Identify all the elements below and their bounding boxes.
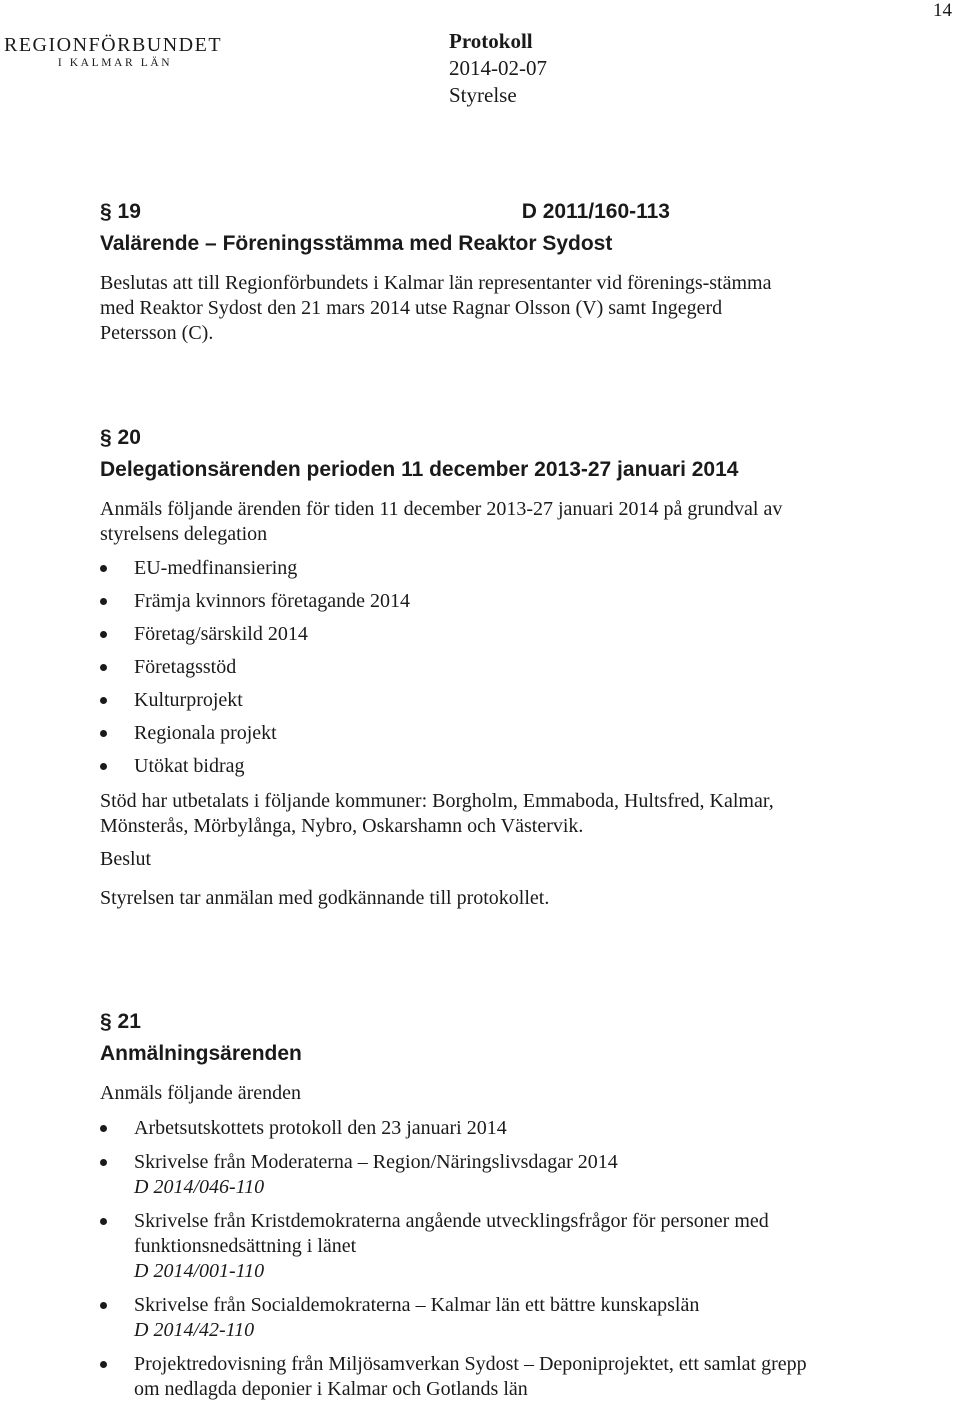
- logo-main-text: REGIONFÖRBUNDET: [4, 34, 223, 56]
- list-item: [100, 1209, 820, 1284]
- regionforbundet-logo: [4, 34, 226, 70]
- list-item: Regionala projekt: [100, 721, 920, 746]
- list-item: Företag/särskild 2014: [100, 622, 920, 647]
- list-item: Utökat bidrag: [100, 754, 920, 779]
- list-item-text: Skrivelse från Moderaterna – Region/Näringslivsdagar 2014: [134, 1151, 618, 1173]
- list-item: [100, 1352, 820, 1402]
- section-intro: Anmäls följande ärenden: [100, 1082, 302, 1104]
- list-item: [100, 1116, 820, 1141]
- list-item-text: Skrivelse från Socialdemokraterna – Kalmar län ett bättre kunskapslän: [134, 1294, 700, 1316]
- page-number: 14: [933, 0, 952, 21]
- list-item: Främja kvinnors företagande 2014: [100, 589, 920, 614]
- decision-label: Beslut: [100, 848, 152, 870]
- list-item-text: Projektredovisning från Miljösamverkan Sydost – Deponiprojektet, ett samlat grepp om nedlagda deponier i Kalmar och Gotlands län: [134, 1353, 807, 1400]
- section-21: [100, 1006, 920, 1411]
- logo-sub-text: I KALMAR LÄN: [57, 57, 173, 69]
- support-text: Stöd har utbetalats i följande kommuner: Borgholm, Emmaboda, Hultsfred, Kalmar, Mönsterås, Mörbylånga, Nybro, Oskarshamn och Västervik.: [100, 790, 774, 837]
- list-item-text: Skrivelse från Kristdemokraterna angående utvecklingsfrågor för personer med funktionsnedsättning i länet: [134, 1210, 769, 1257]
- section-intro: Anmäls följande ärenden för tiden 11 december 2013-27 januari 2014 på grundval av styrelsens delegation: [100, 498, 783, 545]
- section-20: [100, 422, 920, 911]
- list-item-ref: D 2014/42-110: [134, 1319, 255, 1341]
- document-date: 2014-02-07: [449, 56, 547, 80]
- section-heading: [100, 196, 670, 228]
- list-item-text: Arbetsutskottets protokoll den 23 januari 2014: [134, 1117, 507, 1139]
- section-number: § 19: [100, 200, 141, 223]
- decision-text: Styrelsen tar anmälan med godkännande till protokollet.: [100, 887, 550, 909]
- document-type: Protokoll: [449, 29, 533, 53]
- delegation-list: [100, 556, 920, 779]
- section-number: § 20: [100, 426, 141, 449]
- section-heading: [100, 422, 670, 454]
- list-item: Kulturprojekt: [100, 688, 920, 713]
- section-title: Valärende – Föreningsstämma med Reaktor Sydost: [100, 232, 613, 255]
- section-19: [100, 196, 920, 346]
- section-ref: D 2011/160-113: [521, 200, 670, 223]
- section-number: § 21: [100, 1010, 141, 1033]
- list-item: [100, 1293, 820, 1343]
- list-item: [100, 1150, 820, 1200]
- section-heading: [100, 1006, 670, 1038]
- document-body: Styrelse: [449, 83, 517, 107]
- notification-list: [100, 1116, 820, 1402]
- section-title: Delegationsärenden perioden 11 december 2013-27 januari 2014: [100, 458, 739, 481]
- section-text: Beslutas att till Regionförbundets i Kalmar län representanter vid förenings-stämma med Reaktor Sydost den 21 mars 2014 utse Ragnar Olsson (V) samt Ingegerd Petersson (C).: [100, 272, 772, 344]
- list-item: EU-medfinansiering: [100, 556, 920, 581]
- list-item-ref: D 2014/001-110: [134, 1260, 265, 1282]
- list-item: Företagsstöd: [100, 655, 920, 680]
- document-header: [449, 28, 547, 109]
- section-title: Anmälningsärenden: [100, 1042, 302, 1065]
- list-item-ref: D 2014/046-110: [134, 1176, 265, 1198]
